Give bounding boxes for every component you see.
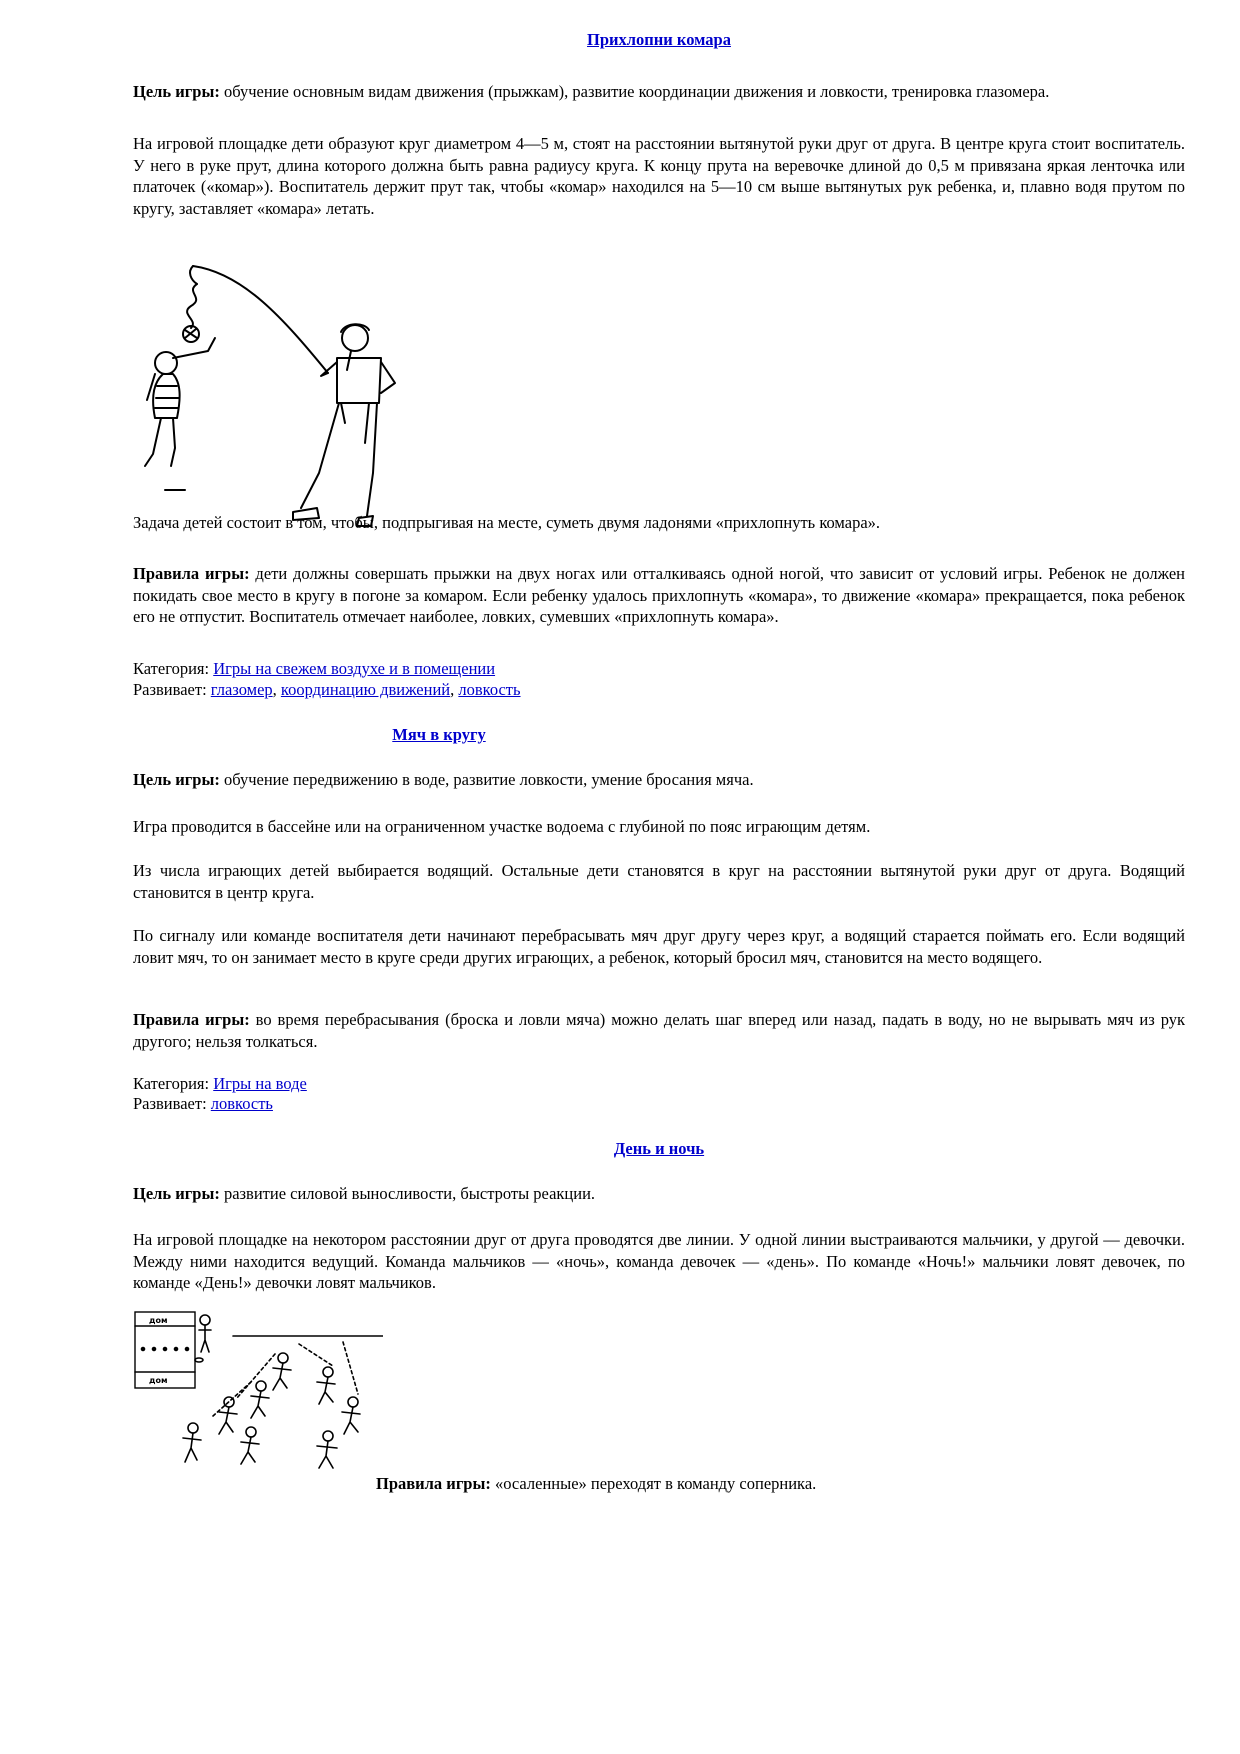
game-develops-1: Развивает: глазомер, координацию движений, ловкость <box>133 680 521 699</box>
game-title-link-3[interactable]: День и ночь <box>613 1139 705 1158</box>
goal-text: обучение передвижению в воде, развитие ловкости, умение бросания мяча. <box>219 770 754 789</box>
game-category-2 <box>133 1073 1185 1095</box>
goal-label: Цель игры: <box>133 82 220 101</box>
rules-text: «осаленные» переходят в команду соперника. <box>490 1474 817 1493</box>
mosquito-game-illustration <box>133 258 433 538</box>
game-goal-2 <box>133 769 1185 791</box>
rules-label: Правила игры: <box>376 1474 491 1493</box>
game-goal-3 <box>133 1183 1185 1205</box>
game-goal-1 <box>133 81 1185 103</box>
goal-label: Цель игры: <box>133 1184 220 1203</box>
game-title-link-1[interactable]: Прихлопни комара <box>587 30 731 49</box>
game-rules-1 <box>133 563 1185 628</box>
game-category-1 <box>133 658 1185 680</box>
game-title-3 <box>133 1138 1185 1160</box>
develops-link-agility[interactable]: ловкость <box>210 1094 273 1113</box>
category-label: Категория: <box>133 659 214 678</box>
rules-text: во время перебрасывания (броска и ловли мяча) можно делать шаг вперед или назад, падать в воду, но не вырывать мяч из рук другого; нельзя толкаться. <box>133 1010 1185 1051</box>
goal-text: развитие силовой выносливости, быстроты реакции. <box>219 1184 596 1203</box>
game-description-1: На игровой площадке дети образуют круг диаметром 4—5 м, стоят на расстоянии вытянутой руки друг от друга. В центре круга стоит воспитатель. У него в руке прут, длина которого должна быть равна радиусу круга. К концу прута на веревочке длиной до 0,5 м привязана яркая ленточка или платочек («комар»). Воспитатель держит прут так, чтобы «комар» находился на 5—10 см выше вытянутых рук ребенка, и, плавно водя прутом по кругу, заставляет «комара» летать. <box>133 134 1185 218</box>
develops-link-eye[interactable]: глазомер <box>210 680 273 699</box>
develops-label: Развивает: <box>133 680 211 699</box>
goal-text: обучение основным видам движения (прыжкам), развитие координации движения и ловкости, тренировка глазомера. <box>219 82 1050 101</box>
game-task-1: Задача детей состоит в том, чтобы, подпрыгивая на месте, суметь двумя ладонями «прихлопнуть комара». <box>133 513 881 532</box>
diagram-label-bottom: дом <box>149 1376 168 1385</box>
game-para-2-1: Игра проводится в бассейне или на ограниченном участке водоема с глубиной по пояс играющим детям. <box>133 817 871 836</box>
category-link[interactable]: Игры на воде <box>213 1074 307 1093</box>
game-para-2-2: Из числа играющих детей выбирается водящий. Остальные дети становятся в круг на расстоянии вытянутой руки друг от друга. Водящий становится в центр круга. <box>133 861 1185 902</box>
game-title-link-2[interactable]: Мяч в кругу <box>392 725 486 744</box>
develops-link-coordination[interactable]: координацию движений <box>280 680 451 699</box>
game-rules-3 <box>376 1473 1176 1495</box>
game-description-3: На игровой площадке на некотором расстоянии друг от друга проводятся две линии. У одной линии выстраиваются мальчики, у другой — девочки. Между ними находится ведущий. Команда мальчиков — «ночь», команда девочек — «день». По команде «Ночь!» мальчики ловят девочек, по команде «День!» девочки ловят мальчиков. <box>133 1230 1185 1292</box>
develops-link-agility[interactable]: ловкость <box>458 680 521 699</box>
game-title-1 <box>133 29 1185 51</box>
category-link[interactable]: Игры на свежем воздухе и в помещении <box>213 659 496 678</box>
game-para-2-3: По сигналу или команде воспитателя дети начинают перебрасывать мяч друг другу через круг, а водящий старается поймать его. Если водящий ловит мяч, то он занимает место в круге среди других играющих, а ребенок, который бросил мяч, становится на место водящего. <box>133 926 1185 967</box>
game-develops-2 <box>133 1093 1185 1115</box>
day-night-game-illustration <box>133 1306 383 1486</box>
game-title-2 <box>133 724 745 746</box>
diagram-label-top: дом <box>149 1316 168 1325</box>
develops-label: Развивает: <box>133 1094 211 1113</box>
goal-label: Цель игры: <box>133 770 220 789</box>
rules-label: Правила игры: <box>133 564 250 583</box>
category-label: Категория: <box>133 1074 214 1093</box>
game-rules-2 <box>133 1009 1185 1052</box>
rules-text: дети должны совершать прыжки на двух ногах или отталкиваясь одной ногой, что зависит от условий игры. Ребенок не должен покидать свое место в кругу в погоне за комаром. Если ребенку удалось прихлопнуть «комара», то движение «комара» прекращается, пока ребенок его не отпустит. Воспитатель отмечает наиболее, ловких, сумевших «прихлопнуть комара». <box>133 564 1185 626</box>
rules-label: Правила игры: <box>133 1010 250 1029</box>
